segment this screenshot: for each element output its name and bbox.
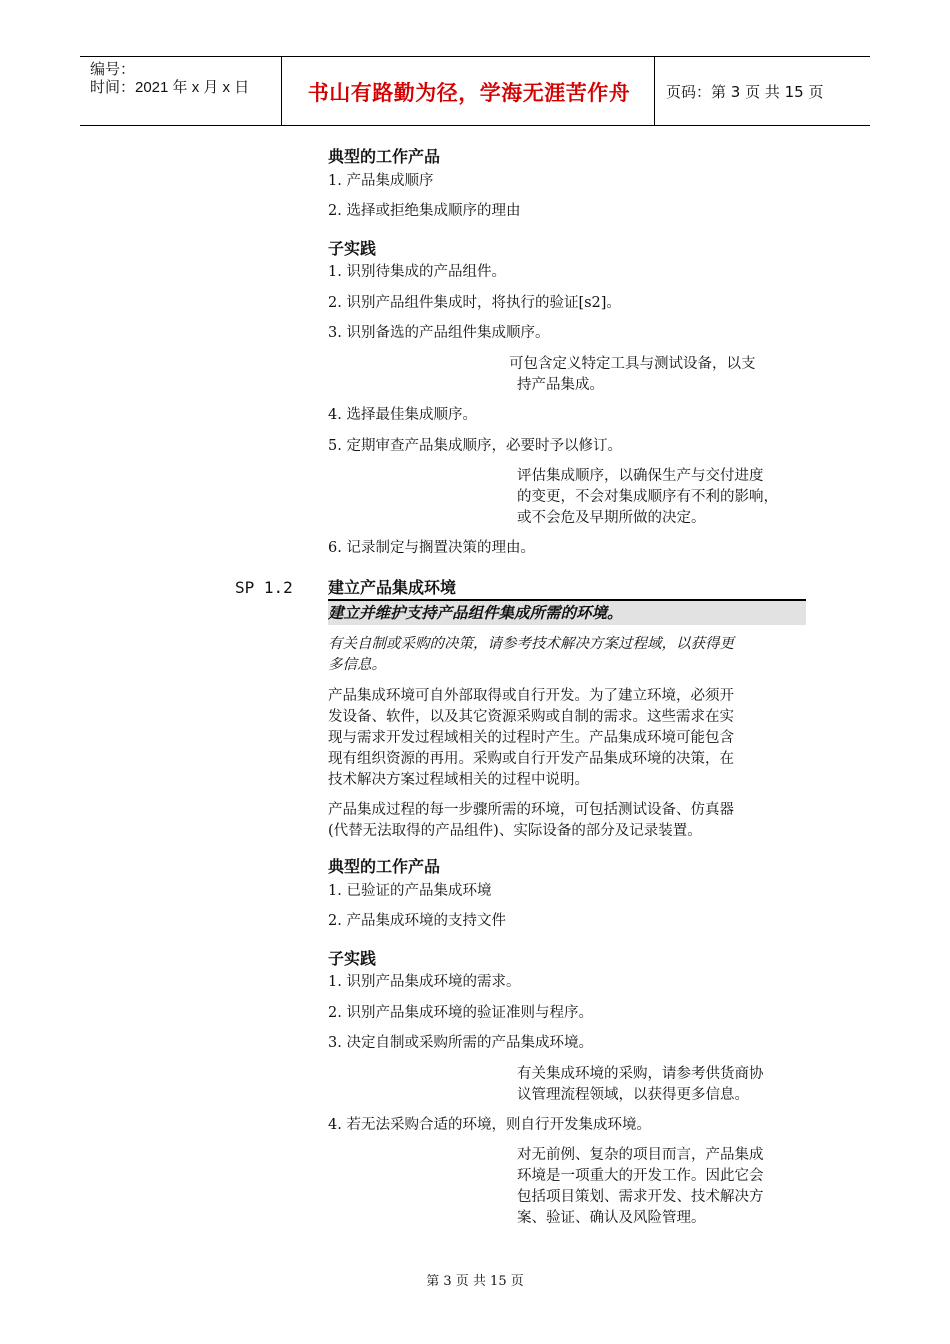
doc-number-label: 编号： (90, 61, 136, 78)
paragraph-line: 现与需求开发过程域相关的过程时产生。产品集成环境可能包含 (328, 730, 734, 746)
header-motto: 书山有路勤为径，学海无涯苦作舟 (307, 81, 631, 105)
section-heading: 典型的工作产品 (328, 857, 441, 876)
note-line: 的变更，不会对集成顺序有不利的影响， (517, 489, 778, 505)
list-item: 2. 选择或拒绝集成顺序的理由 (328, 203, 521, 219)
section-heading: 典型的工作产品 (328, 147, 441, 166)
note-line: 可包含定义特定工具与测试设备，以支 (509, 356, 756, 372)
paragraph-line: 技术解决方案过程域相关的过程中说明。 (328, 772, 589, 788)
list-item: 3. 识别备选的产品组件集成顺序。 (328, 325, 550, 341)
header-page-info: 页码：第 3 页 共 15 页 (666, 83, 824, 101)
list-item: 2. 识别产品集成环境的验证准则与程序。 (328, 1005, 593, 1021)
list-item: 4. 若无法采购合适的环境，则自行开发集成环境。 (328, 1117, 651, 1133)
list-item: 2. 识别产品组件集成时，将执行的验证[s2]。 (328, 295, 621, 311)
doc-date: 时间：2021 年 x 月 x 日 (90, 79, 250, 96)
paragraph-line: 现有组织资源的再用。采购或自行开发产品集成环境的决策，在 (328, 751, 734, 767)
list-item: 1. 产品集成顺序 (328, 173, 434, 189)
header-meta (90, 61, 249, 97)
sp-statement: 建立并维护支持产品组件集成所需的环境。 (328, 604, 623, 622)
note-line: 对无前例、复杂的项目而言，产品集成 (517, 1147, 764, 1163)
paragraph-line: 发设备、软件，以及其它资源采购或自制的需求。这些需求在实 (328, 709, 734, 725)
note-line: 包括项目策划、需求开发、技术解决方 (517, 1189, 764, 1205)
note-line: 或不会危及早期所做的决定。 (517, 510, 706, 526)
sp-number: SP 1.2 (235, 578, 293, 597)
section-heading: 子实践 (328, 239, 377, 258)
list-item: 5. 定期审查产品集成顺序，必要时予以修订。 (328, 438, 622, 454)
list-item: 6. 记录制定与搁置决策的理由。 (328, 540, 535, 556)
sp-title: 建立产品集成环境 (328, 578, 457, 597)
list-item: 1. 已验证的产品集成环境 (328, 883, 492, 899)
header-divider (654, 57, 655, 125)
reference-line: 有关自制或采购的决策，请参考技术解决方案过程域，以获得更 (328, 636, 734, 652)
note-line: 持产品集成。 (517, 377, 604, 393)
note-line: 案、验证、确认及风险管理。 (517, 1210, 706, 1226)
list-item: 2. 产品集成环境的支持文件 (328, 913, 506, 929)
list-item: 3. 决定自制或采购所需的产品集成环境。 (328, 1035, 593, 1051)
list-item: 1. 识别待集成的产品组件。 (328, 264, 506, 280)
note-line: 评估集成顺序，以确保生产与交付进度 (517, 468, 764, 484)
page-header (80, 56, 870, 126)
paragraph-line: 产品集成过程的每一步骤所需的环境，可包括测试设备、仿真器 (328, 802, 734, 818)
paragraph-line: 产品集成环境可自外部取得或自行开发。为了建立环境，必须开 (328, 688, 734, 704)
reference-line: 多信息。 (328, 657, 386, 673)
list-item: 4. 选择最佳集成顺序。 (328, 407, 477, 423)
page-footer: 第 3 页 共 15 页 (426, 1274, 524, 1289)
note-line: 环境是一项重大的开发工作。因此它会 (517, 1168, 764, 1184)
list-item: 1. 识别产品集成环境的需求。 (328, 974, 521, 990)
section-heading: 子实践 (328, 949, 377, 968)
note-line: 有关集成环境的采购，请参考供货商协 (517, 1066, 764, 1082)
note-line: 议管理流程领域，以获得更多信息。 (517, 1087, 749, 1103)
paragraph-line: (代替无法取得的产品组件)、实际设备的部分及记录装置。 (328, 823, 702, 839)
